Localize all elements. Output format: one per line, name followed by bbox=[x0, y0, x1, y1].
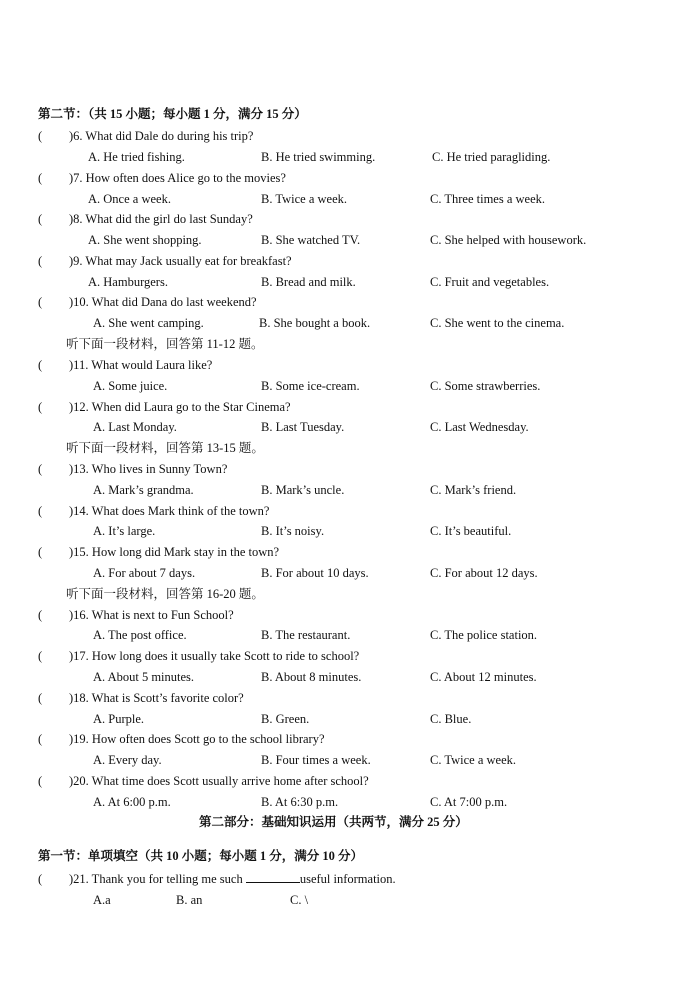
answer-paren: ( bbox=[38, 732, 43, 746]
question-text: )17. How long does it usually take Scott to ride to school? bbox=[69, 649, 360, 663]
section2-heading: 第二节：（共 15 小题；每小题 1 分，满分 15 分） bbox=[38, 107, 307, 121]
option-a: A.a bbox=[93, 893, 111, 907]
answer-paren: ( bbox=[38, 171, 43, 185]
option-b: B. For about 10 days. bbox=[261, 566, 369, 580]
option-b: B. At 6:30 p.m. bbox=[261, 795, 339, 809]
answer-paren: ( bbox=[38, 129, 43, 143]
option-c: C. Mark’s friend. bbox=[430, 483, 517, 497]
option-c: C. She helped with housework. bbox=[430, 233, 587, 247]
option-a: A. She went camping. bbox=[93, 316, 204, 330]
option-c: C. Three times a week. bbox=[430, 192, 546, 206]
option-a: A. Hamburgers. bbox=[88, 275, 168, 289]
option-c: C. At 7:00 p.m. bbox=[430, 795, 508, 809]
option-b: B. The restaurant. bbox=[261, 628, 351, 642]
question-text: )15. How long did Mark stay in the town? bbox=[69, 545, 280, 559]
option-c: C. \ bbox=[290, 893, 309, 907]
option-a: A. She went shopping. bbox=[88, 233, 202, 247]
answer-paren: ( bbox=[38, 691, 43, 705]
option-b: B. Green. bbox=[261, 712, 310, 726]
option-a: A. At 6:00 p.m. bbox=[93, 795, 171, 809]
answer-paren: ( bbox=[38, 545, 43, 559]
option-c: C. Twice a week. bbox=[430, 753, 517, 767]
option-b: B. He tried swimming. bbox=[261, 150, 376, 164]
option-c: C. She went to the cinema. bbox=[430, 316, 565, 330]
question-text: )9. What may Jack usually eat for breakfast? bbox=[69, 254, 292, 268]
answer-paren: ( bbox=[38, 462, 43, 476]
answer-paren: ( bbox=[38, 649, 43, 663]
option-a: A. Purple. bbox=[93, 712, 145, 726]
option-a: A. He tried fishing. bbox=[88, 150, 185, 164]
option-a: A. Once a week. bbox=[88, 192, 171, 206]
option-c: C. It’s beautiful. bbox=[430, 524, 512, 538]
answer-paren: ( bbox=[38, 872, 43, 886]
option-a: A. Last Monday. bbox=[93, 420, 177, 434]
option-a: A. Mark’s grandma. bbox=[93, 483, 194, 497]
answer-paren: ( bbox=[38, 400, 43, 414]
part2-heading: 第二部分：基础知识运用（共两节，满分 25 分） bbox=[199, 815, 468, 829]
question-text: )16. What is next to Fun School? bbox=[69, 608, 234, 622]
question-text bbox=[69, 871, 396, 887]
option-a: A. Some juice. bbox=[93, 379, 168, 393]
option-b: B. Some ice-cream. bbox=[261, 379, 360, 393]
question-text-before: )21. Thank you for telling me such bbox=[69, 872, 243, 886]
option-a: A. It’s large. bbox=[93, 524, 156, 538]
option-a: A. Every day. bbox=[93, 753, 162, 767]
answer-paren: ( bbox=[38, 774, 43, 788]
option-c: C. He tried paragliding. bbox=[432, 150, 551, 164]
part2-section1-heading: 第一节：单项填空（共 10 小题；每小题 1 分，满分 10 分） bbox=[38, 849, 364, 863]
listening-instruction: 听下面一段材料，回答第 13-15 题。 bbox=[66, 441, 264, 455]
option-a: A. About 5 minutes. bbox=[93, 670, 195, 684]
answer-paren: ( bbox=[38, 254, 43, 268]
question-text: )18. What is Scott’s favorite color? bbox=[69, 691, 244, 705]
question-text: )20. What time does Scott usually arrive home after school? bbox=[69, 774, 369, 788]
listening-instruction: 听下面一段材料，回答第 11-12 题。 bbox=[66, 337, 264, 351]
question-text: )10. What did Dana do last weekend? bbox=[69, 295, 257, 309]
answer-paren: ( bbox=[38, 295, 43, 309]
option-c: C. Some strawberries. bbox=[430, 379, 541, 393]
option-b: B. About 8 minutes. bbox=[261, 670, 362, 684]
option-a: A. The post office. bbox=[93, 628, 187, 642]
listening-instruction: 听下面一段材料，回答第 16-20 题。 bbox=[66, 587, 264, 601]
option-b: B. She watched TV. bbox=[261, 233, 361, 247]
question-text: )7. How often does Alice go to the movies? bbox=[69, 171, 286, 185]
option-c: C. For about 12 days. bbox=[430, 566, 538, 580]
option-b: B. Bread and milk. bbox=[261, 275, 356, 289]
question-text: )8. What did the girl do last Sunday? bbox=[69, 212, 253, 226]
answer-paren: ( bbox=[38, 504, 43, 518]
question-text: )13. Who lives in Sunny Town? bbox=[69, 462, 228, 476]
option-b: B. Twice a week. bbox=[261, 192, 348, 206]
question-text: )12. When did Laura go to the Star Cinema? bbox=[69, 400, 291, 414]
option-b: B. She bought a book. bbox=[259, 316, 371, 330]
option-b: B. an bbox=[176, 893, 203, 907]
option-c: C. Last Wednesday. bbox=[430, 420, 529, 434]
option-b: B. Four times a week. bbox=[261, 753, 371, 767]
option-b: B. Mark’s uncle. bbox=[261, 483, 345, 497]
option-a: A. For about 7 days. bbox=[93, 566, 196, 580]
question-text: )6. What did Dale do during his trip? bbox=[69, 129, 254, 143]
answer-paren: ( bbox=[38, 608, 43, 622]
fill-in-blank bbox=[246, 871, 300, 883]
answer-paren: ( bbox=[38, 212, 43, 226]
option-c: C. Fruit and vegetables. bbox=[430, 275, 550, 289]
answer-paren: ( bbox=[38, 358, 43, 372]
option-b: B. Last Tuesday. bbox=[261, 420, 345, 434]
question-text: )14. What does Mark think of the town? bbox=[69, 504, 270, 518]
question-text-after: useful information. bbox=[299, 872, 396, 886]
question-text: )19. How often does Scott go to the school library? bbox=[69, 732, 325, 746]
option-b: B. It’s noisy. bbox=[261, 524, 325, 538]
question-text: )11. What would Laura like? bbox=[69, 358, 213, 372]
option-c: C. The police station. bbox=[430, 628, 538, 642]
option-c: C. About 12 minutes. bbox=[430, 670, 537, 684]
option-c: C. Blue. bbox=[430, 712, 472, 726]
